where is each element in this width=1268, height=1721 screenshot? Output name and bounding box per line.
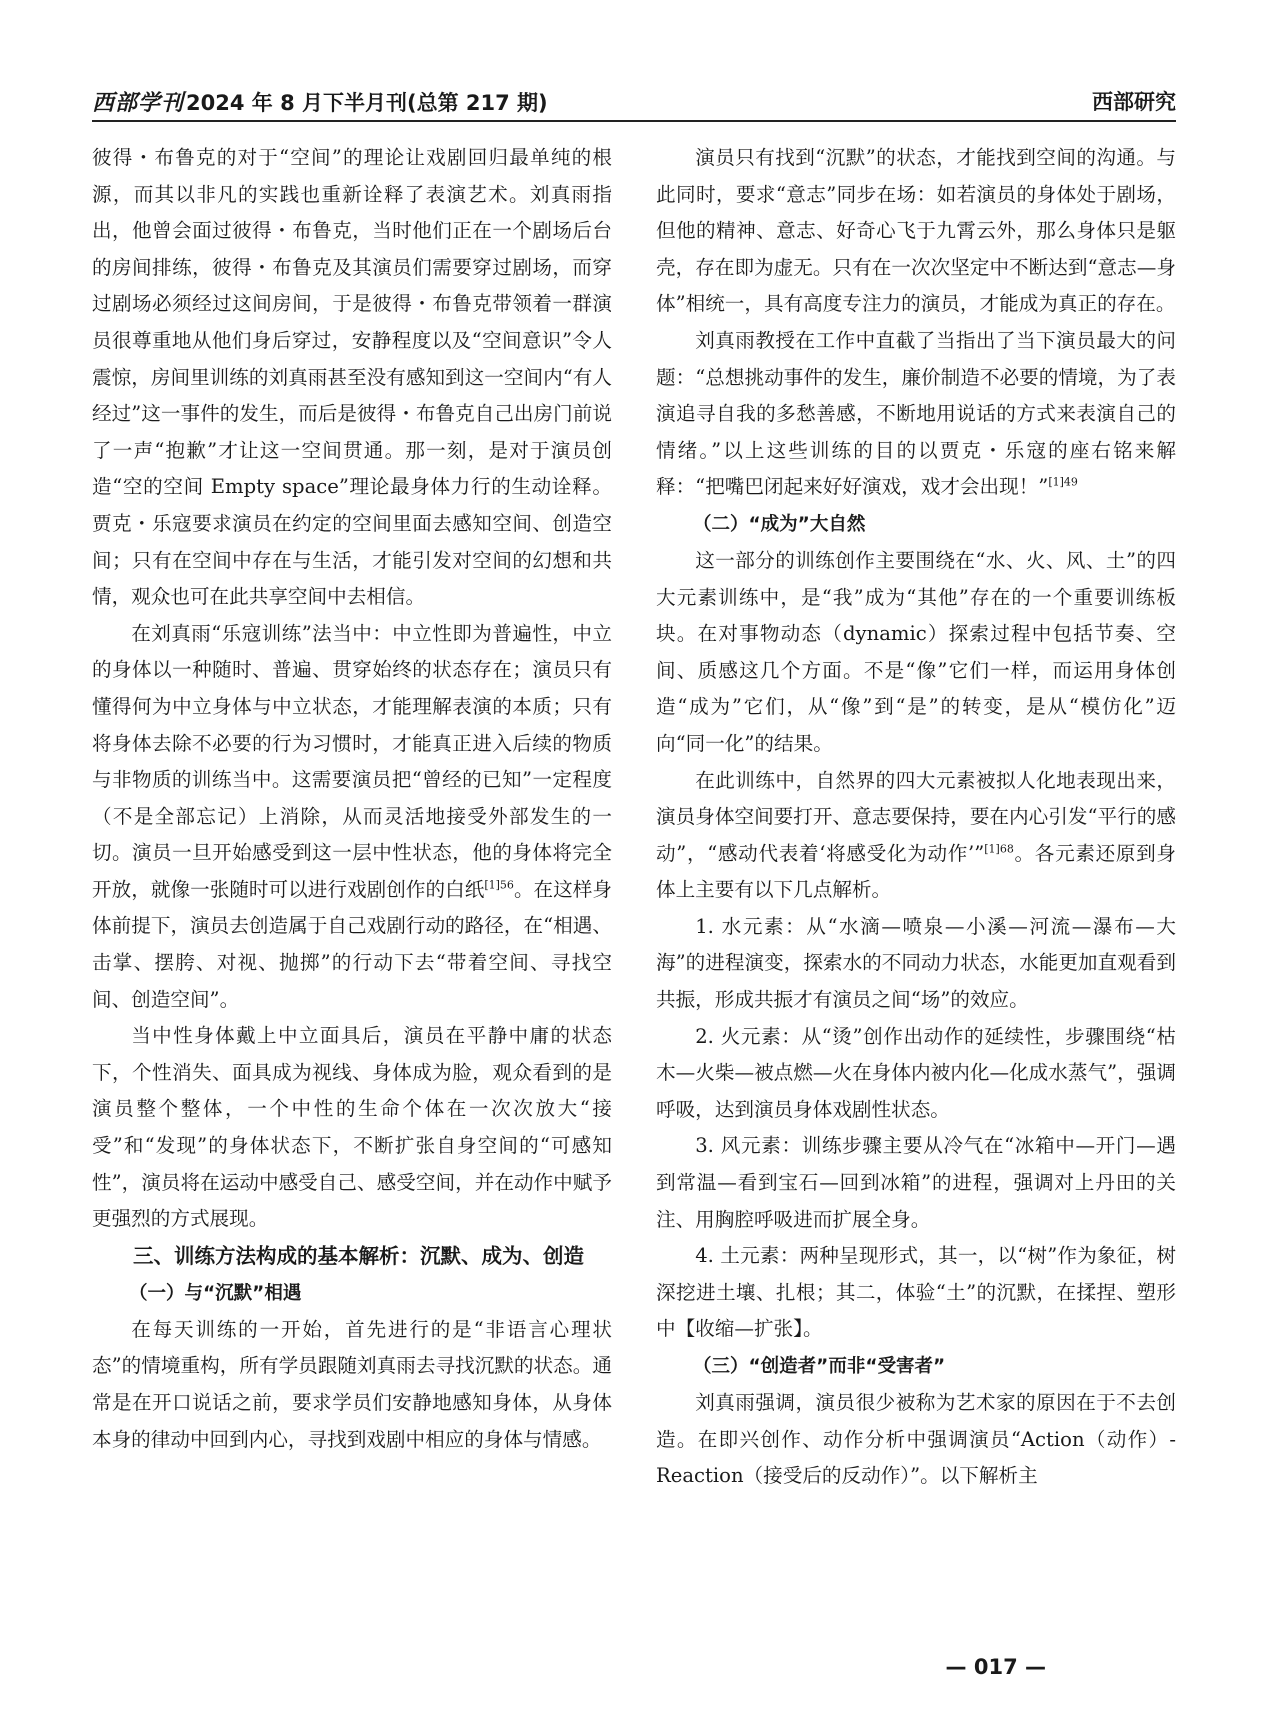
list-item-water: 1. 水元素：从“水滴—喷泉—小溪—河流—瀑布—大海”的进程演变，探索水的不同动力状态，水能更加直观看到共振，形成共振才有演员之间“场”的效应。 bbox=[656, 914, 1176, 1012]
page-header bbox=[92, 86, 1176, 120]
paragraph-neutrality bbox=[92, 616, 612, 1019]
page-number: — 017 — bbox=[945, 1655, 1046, 1679]
issue-info: 2024 年 8 月下半月刊(总第 217 期) bbox=[186, 91, 548, 115]
subsection-heading-nature: （二）“成为”大自然 bbox=[693, 513, 866, 535]
paragraph-neutral-mask: 当中性身体戴上中立面具后，演员在平静中庸的状态下，个性消失、面具成为视线、身体成为脸，观众看到的是演员整个整体，一个中性的生命个体在一次次放大“接受”和“发现”的身体状态下，不断扩张自身空间的“可感知性”，演员将在运动中感受自己、感受空间，并在动作中赋予更强烈的方式展现。 bbox=[92, 1024, 612, 1231]
paragraph-peter-brook: 彼得・布鲁克的对于“空间”的理论让戏剧回归最单纯的根源，而其以非凡的实践也重新诠释了表演艺术。刘真雨指出，他曾会面过彼得・布鲁克，当时他们正在一个剧场后台的房间排练，彼得・布鲁克及其演员们需要穿过剧场，而穿过剧场必须经过这间房间，于是彼得・布鲁克带领着一群演员很尊重地从他们身后穿过，安静程度以及“空间意识”令人震惊，房间里训练的刘真雨甚至没有感知到这一空间内“有人经过”这一事件的发生，而后是彼得・布鲁克自己出房门前说了一声“抱歉”才让这一空间贯通。那一刻，是对于演员创造“空的空间 Empty space”理论最身体力行的生动诠释。贾克・乐寇要求演员在约定的空间里面去感知空间、创造空间；只有在空间中存在与生活，才能引发对空间的幻想和共情，观众也可在此共享空间中去相信。 bbox=[92, 146, 612, 609]
list-item-earth: 4. 土元素：两种呈现形式，其一，以“树”作为象征，树深挖进土壤、扎根；其二，体验“土”的沉默，在揉捏、塑形中【收缩—扩张】。 bbox=[656, 1244, 1176, 1341]
paragraph-silence-will: 演员只有找到“沉默”的状态，才能找到空间的沟通。与此同时，要求“意志”同步在场：如若演员的身体处于剧场，但他的精神、意志、好奇心飞于九霄云外，那么身体只是躯壳，存在即为虚无。只有在一次次坚定中不断达到“意志—身体”相统一，具有高度专注力的演员，才能成为真正的存在。 bbox=[656, 146, 1176, 316]
paragraph-actor-problems bbox=[656, 323, 1176, 506]
section-heading-3: 三、训练方法构成的基本解析：沉默、成为、创造 bbox=[133, 1243, 584, 1268]
journal-masthead bbox=[92, 86, 548, 117]
header-divider bbox=[92, 120, 1176, 122]
list-item-fire: 2. 火元素：从“烫”创作出动作的延续性，步骤围绕“枯木—火柴—被点燃—火在身体内被内化—化成水蒸气”，强调呼吸，达到演员身体戏剧性状态。 bbox=[656, 1024, 1176, 1121]
paragraph-actor-problems-text: 刘真雨教授在工作中直截了当指出了当下演员最大的问题：“总想挑动事件的发生，廉价制造不必要的情境，为了表演追寻自我的多愁善感，不断地用说话的方式来表演自己的情绪。”以上这些训练的目的以贾克・乐寇的座右铭来解释：“把嘴巴闭起来好好演戏，戏才会出现！” bbox=[656, 328, 1176, 499]
paragraph-neutrality-text: 在刘真雨“乐寇训练”法当中：中立性即为普遍性，中立的身体以一种随时、普遍、贯穿始终的状态存在；演员只有懂得何为中立身体与中立状态，才能理解表演的本质；只有将身体去除不必要的行为习惯时，才能真正进入后续的物质与非物质的训练当中。这需要演员把“曾经的已知”一定程度（不是全部忘记）上消除，从而灵活地接受外部发生的一切。演员一旦开始感受到这一层中性状态，他的身体将完全开放，就像一张随时可以进行戏剧创作的白纸 bbox=[92, 621, 612, 901]
paragraph-four-elements: 这一部分的训练创作主要围绕在“水、火、风、土”的四大元素训练中，是“我”成为“其他”存在的一个重要训练板块。在对事物动态（dynamic）探索过程中包括节奏、空间、质感这几个方面。不是“像”它们一样，而运用身体创造“成为”它们，从“像”到“是”的转变，是从“模仿化”迈向“同一化”的结果。 bbox=[656, 548, 1176, 755]
paragraph-creator: 刘真雨强调，演员很少被称为艺术家的原因在于不去创造。在即兴创作、动作分析中强调演员“Action（动作）-Reaction（接受后的反动作）”。以下解析主 bbox=[656, 1391, 1176, 1488]
subsection-heading-silence: （一）与“沉默”相遇 bbox=[129, 1282, 302, 1304]
paragraph-personification-tail: 。各元素还原到身体上主要有以下几点解析。 bbox=[656, 841, 1176, 902]
paragraph-neutrality-tail: 。在这样身体前提下，演员去创造属于自己戏剧行动的路径，在“相遇、击掌、摆胯、对视、抛掷”的行动下去“带着空间、寻找空间、创造空间”。 bbox=[92, 877, 613, 1011]
paragraph-personification-text: 在此训练中，自然界的四大元素被拟人化地表现出来，演员身体空间要打开、意志要保持，要在内心引发“平行的感动”，“感动代表着‘将感受化为动作’” bbox=[656, 768, 1176, 865]
list-item-wind: 3. 风元素：训练步骤主要从冷气在“冰箱中—开门—遇到常温—看到宝石—回到冰箱”的进程，强调对上丹田的关注、用胸腔呼吸进而扩展全身。 bbox=[656, 1134, 1176, 1231]
citation-ref: [1]49 bbox=[1048, 475, 1078, 489]
journal-logo: 西部学刊 bbox=[92, 90, 185, 116]
citation-ref: [1]56 bbox=[484, 878, 514, 892]
left-column bbox=[92, 140, 612, 1458]
citation-ref: [1]68 bbox=[984, 842, 1014, 856]
paragraph-silence-training: 在每天训练的一开始，首先进行的是“非语言心理状态”的情境重构，所有学员跟随刘真雨去寻找沉默的状态。通常是在开口说话之前，要求学员们安静地感知身体，从身体本身的律动中回到内心，寻找到戏剧中相应的身体与情感。 bbox=[92, 1317, 612, 1451]
right-column bbox=[656, 140, 1176, 1495]
section-label: 西部研究 bbox=[1092, 90, 1176, 114]
paragraph-personification bbox=[656, 763, 1176, 909]
subsection-heading-creator: （三）“创造者”而非“受害者” bbox=[693, 1356, 946, 1377]
